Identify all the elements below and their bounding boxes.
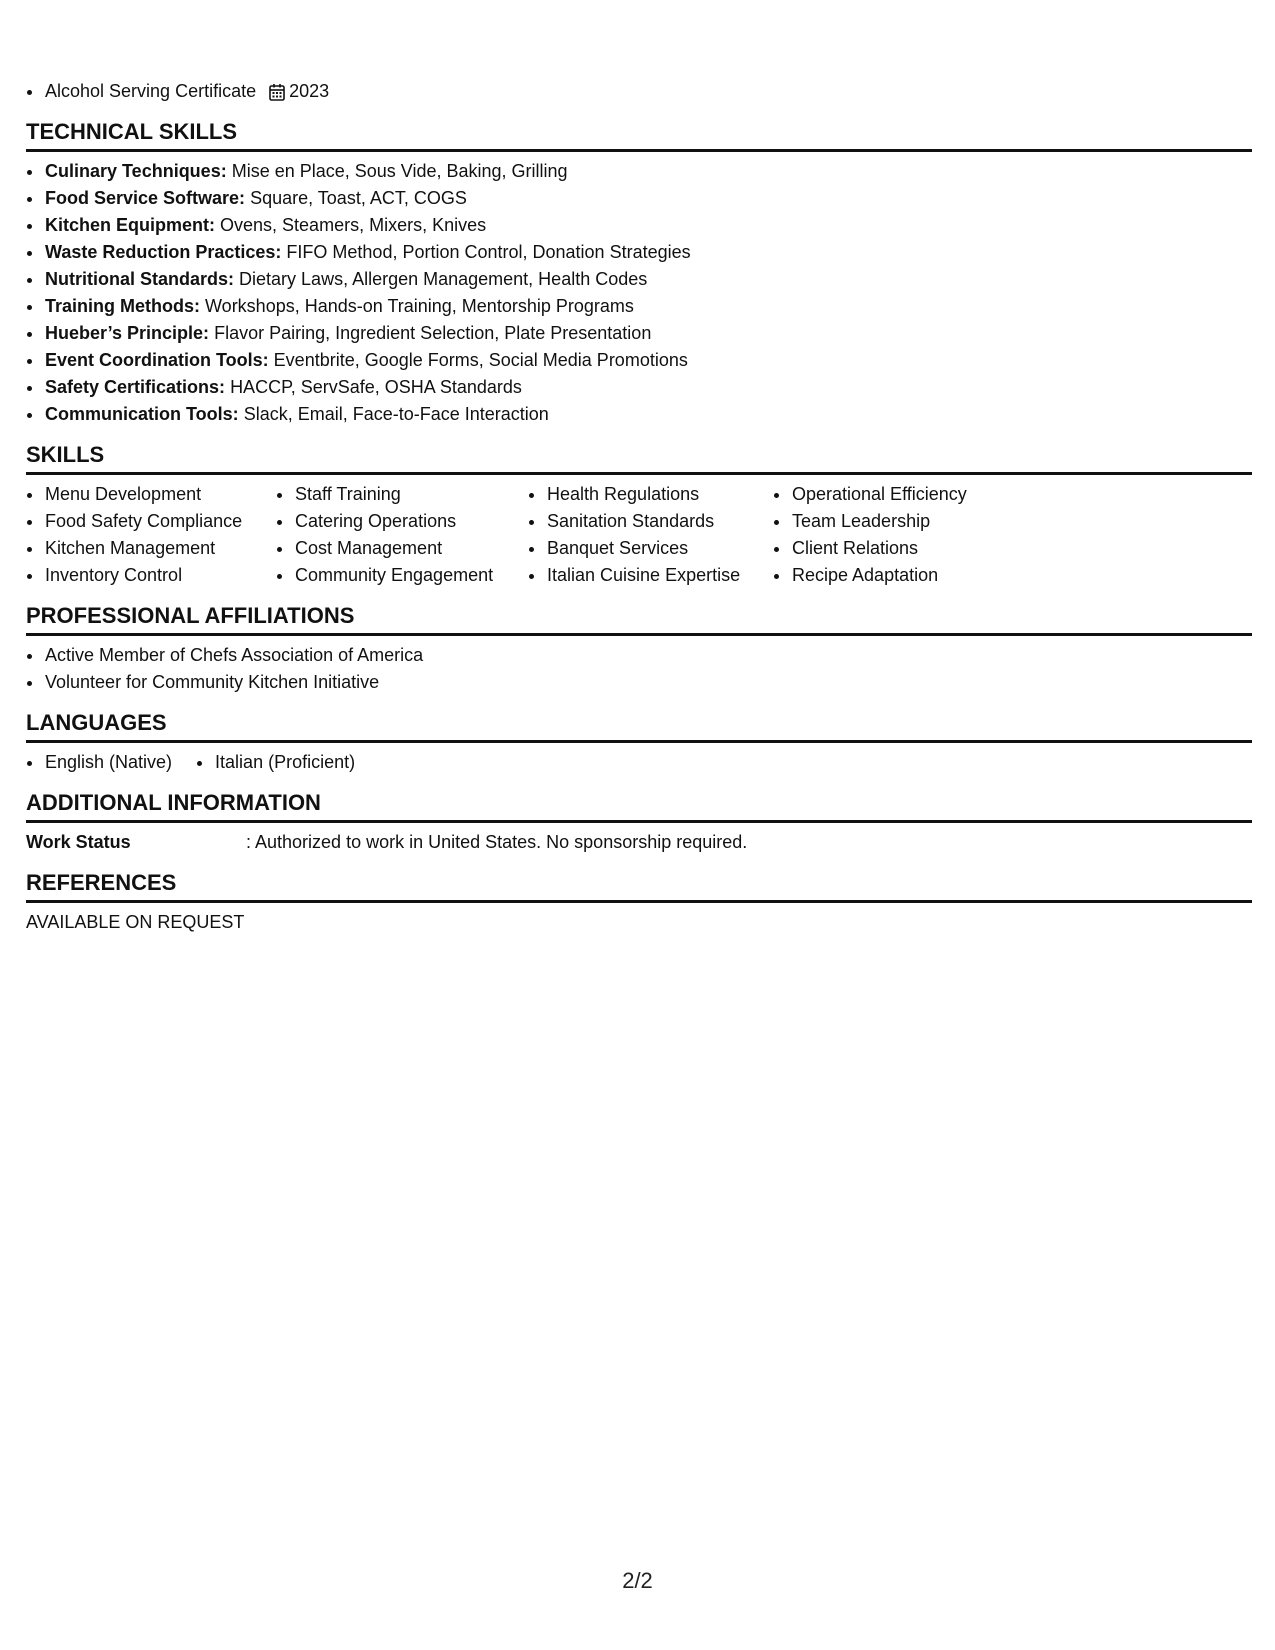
technical-skill-value: Dietary Laws, Allergen Management, Health Codes — [239, 269, 648, 289]
technical-skill-item — [26, 293, 1252, 320]
skill-item: Cost Management — [276, 535, 528, 562]
technical-skill-label: Communication Tools: — [45, 404, 239, 424]
work-status-row — [26, 829, 1252, 856]
technical-skills-heading: TECHNICAL SKILLS — [26, 105, 1252, 152]
affiliations-heading: PROFESSIONAL AFFILIATIONS — [26, 589, 1252, 636]
technical-skill-item — [26, 185, 1252, 212]
skill-item: Kitchen Management — [26, 535, 276, 562]
languages-heading: LANGUAGES — [26, 696, 1252, 743]
technical-skill-label: Training Methods: — [45, 296, 200, 316]
technical-skill-label: Hueber’s Principle: — [45, 323, 210, 343]
skill-item: Menu Development — [26, 481, 276, 508]
technical-skill-label: Waste Reduction Practices: — [45, 242, 282, 262]
skill-item: Recipe Adaptation — [773, 562, 1033, 589]
technical-skill-label: Kitchen Equipment: — [45, 215, 215, 235]
technical-skill-value: Ovens, Steamers, Mixers, Knives — [220, 215, 487, 235]
skills-column — [26, 481, 276, 589]
certification-item — [26, 78, 1252, 105]
skill-item: Team Leadership — [773, 508, 1033, 535]
technical-skill-item — [26, 320, 1252, 347]
calendar-icon — [269, 83, 285, 101]
skill-item: Health Regulations — [528, 481, 773, 508]
skill-item: Banquet Services — [528, 535, 773, 562]
language-item: Italian (Proficient) — [196, 749, 355, 776]
certification-date — [269, 78, 329, 105]
technical-skill-value: HACCP, ServSafe, OSHA Standards — [230, 377, 522, 397]
skill-item: Italian Cuisine Expertise — [528, 562, 773, 589]
skill-item: Inventory Control — [26, 562, 276, 589]
skills-column — [528, 481, 773, 589]
technical-skill-item — [26, 266, 1252, 293]
technical-skill-label: Event Coordination Tools: — [45, 350, 269, 370]
technical-skill-item — [26, 239, 1252, 266]
skill-item: Operational Efficiency — [773, 481, 1033, 508]
skill-item: Food Safety Compliance — [26, 508, 276, 535]
technical-skill-item — [26, 374, 1252, 401]
language-item: English (Native) — [26, 749, 172, 776]
skills-grid — [26, 481, 1252, 589]
affiliations-list — [26, 642, 1252, 696]
technical-skill-value: Square, Toast, ACT, COGS — [250, 188, 467, 208]
skills-column — [773, 481, 1033, 589]
skill-item: Staff Training — [276, 481, 528, 508]
technical-skill-value: Eventbrite, Google Forms, Social Media Promotions — [273, 350, 688, 370]
certification-year: 2023 — [289, 81, 330, 101]
technical-skill-item — [26, 401, 1252, 428]
work-status-label: Work Status — [26, 832, 131, 852]
technical-skill-value: Workshops, Hands-on Training, Mentorship Programs — [205, 296, 634, 316]
technical-skill-item — [26, 158, 1252, 185]
skills-column — [276, 481, 528, 589]
references-heading: REFERENCES — [26, 856, 1252, 903]
skill-item: Community Engagement — [276, 562, 528, 589]
languages-list — [26, 749, 1252, 776]
affiliation-item: Volunteer for Community Kitchen Initiative — [26, 669, 1252, 696]
work-status-value: : Authorized to work in United States. No sponsorship required. — [246, 832, 748, 852]
technical-skill-value: Mise en Place, Sous Vide, Baking, Grilling — [231, 161, 568, 181]
page-number: 2/2 — [622, 1568, 653, 1593]
skill-item: Client Relations — [773, 535, 1033, 562]
technical-skill-value: Slack, Email, Face-to-Face Interaction — [243, 404, 549, 424]
technical-skill-value: FIFO Method, Portion Control, Donation Strategies — [286, 242, 691, 262]
additional-information-heading: ADDITIONAL INFORMATION — [26, 776, 1252, 823]
technical-skill-item — [26, 347, 1252, 374]
technical-skill-item — [26, 212, 1252, 239]
certifications-list — [26, 78, 1252, 105]
technical-skill-label: Nutritional Standards: — [45, 269, 235, 289]
resume-page — [26, 78, 1252, 936]
technical-skill-label: Culinary Techniques: — [45, 161, 227, 181]
affiliation-item: Active Member of Chefs Association of America — [26, 642, 1252, 669]
skill-item: Sanitation Standards — [528, 508, 773, 535]
technical-skill-label: Safety Certifications: — [45, 377, 226, 397]
skill-item: Catering Operations — [276, 508, 528, 535]
technical-skill-value: Flavor Pairing, Ingredient Selection, Plate Presentation — [214, 323, 652, 343]
technical-skill-label: Food Service Software: — [45, 188, 246, 208]
references-text: AVAILABLE ON REQUEST — [26, 912, 245, 932]
skills-heading: SKILLS — [26, 428, 1252, 475]
certification-name: Alcohol Serving Certificate — [45, 81, 257, 101]
technical-skills-list — [26, 158, 1252, 428]
